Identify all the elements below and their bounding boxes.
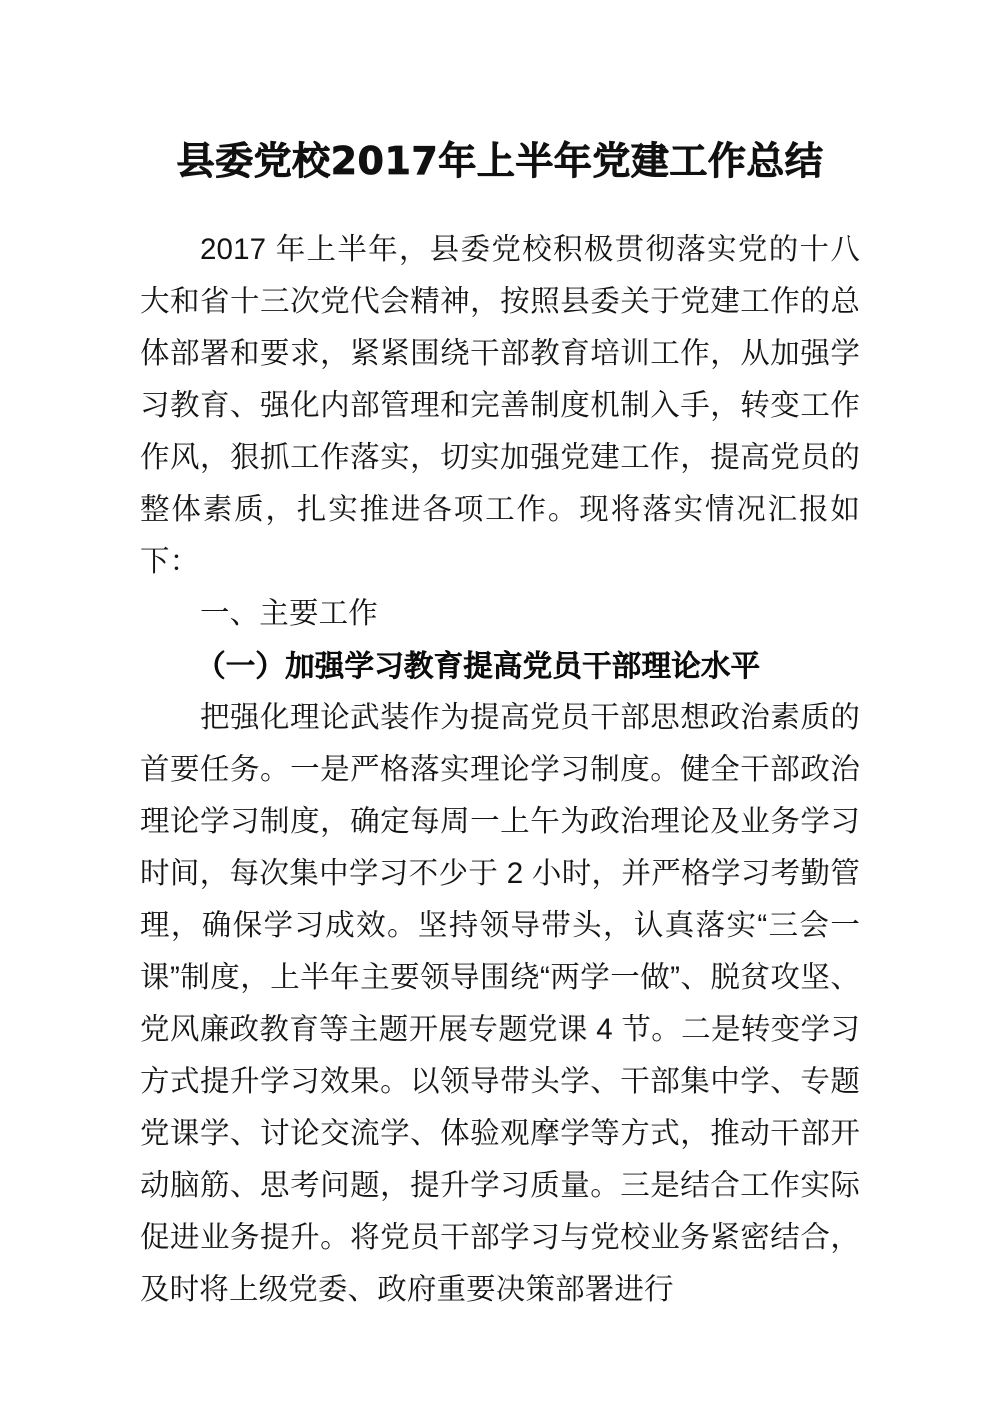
document-body: [140, 186, 860, 1316]
section-heading-main-work: 一、主要工作: [200, 597, 378, 630]
document-title: 县委党校2017年上半年党建工作总结: [176, 139, 824, 183]
subsection-body-strengthen-study-education: 把强化理论武装作为提高党员干部思想政治素质的首要任务。一是严格落实理论学习制度。健全干部政治理论学习制度，确定每周一上午为政治理论及业务学习时间，每次集中学习不少于 2 小时，并严格学习考勤管理，确保学习成效。坚持领导带头，认真落实“三会一课”制度，上半年主要领导围绕“两学一做”、脱贫攻坚、党风廉政教育等主题开展专题党课 4 节。二是转变学习方式提升学习效果。以领导带头学、干部集中学、专题党课学、讨论交流学、体验观摩学等方式，推动干部开动脑筋、思考问题，提升学习质量。三是结合工作实际促进业务提升。将党员干部学习与党校业务紧密结合，及时将上级党委、政府重要决策部署进行: [140, 701, 860, 1306]
page-content: [140, 0, 860, 1316]
opening-paragraph: 2017 年上半年，县委党校积极贯彻落实党的十八大和省十三次党代会精神，按照县委关于党建工作的总体部署和要求，紧紧围绕干部教育培训工作，从加强学习教育、强化内部管理和完善制度机制入手，转变工作作风，狠抓工作落实，切实加强党建工作，提高党员的整体素质，扎实推进各项工作。现将落实情况汇报如下：: [140, 233, 860, 578]
sub-heading-strengthen-study-education: （一）加强学习教育提高党员干部理论水平: [196, 649, 761, 683]
